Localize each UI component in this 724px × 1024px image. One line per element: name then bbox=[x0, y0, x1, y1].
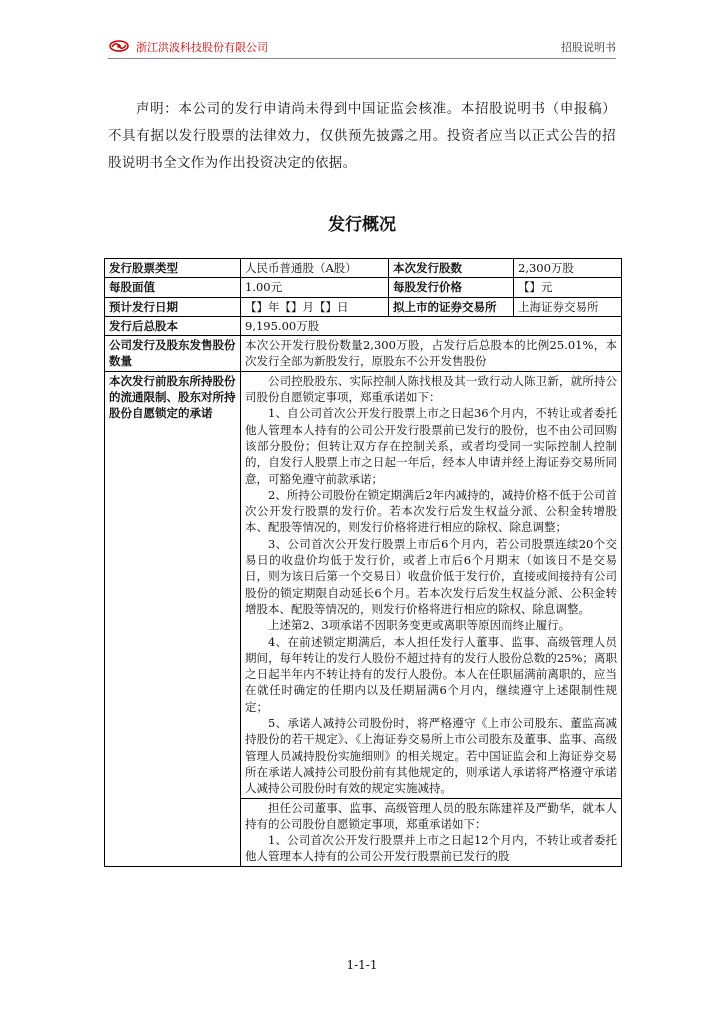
commitment-paragraph: 1、自公司首次公开发行股票上市之日起36个月内，不转让或者委托他人管理本人持有的公司公开发行股票前已发行的股份，也不由公司回购该部分股份；但转让双方存在控制关系，或者均受同一实际控制人控制的，自发行人股票上市之日起一年后，经本人申请并经上海证券交易所同意，可豁免遵守前款承诺； bbox=[245, 406, 617, 486]
table-row bbox=[105, 259, 622, 278]
table-row bbox=[105, 297, 622, 316]
table-label: 预计发行日期 bbox=[105, 297, 241, 316]
commitment-paragraph: 公司控股股东、实际控制人陈找根及其一致行动人陈卫新，就所持公司股份自愿锁定事项，郑重承诺如下： bbox=[245, 373, 617, 405]
table-row bbox=[105, 336, 622, 372]
table-label: 拟上市的证券交易所 bbox=[389, 297, 514, 316]
commitment-paragraph: 3、公司首次公开发行股票上市后6个月内，若公司股票连续20个交易日的收盘价均低于发行价，或者上市后6个月期末（如该日不是交易日，则为该日后第一个交易日）收盘价低于发行价，直接或间接持有公司股份的锁定期限自动延长6个月。若本次发行后发生权益分派、公积金转增股本、配股等情况的，则发行价格将进行相应的除权、除息调整。 bbox=[245, 536, 617, 616]
commitment-paragraph: 上述第2、3项承诺不因职务变更或离职等原因而终止履行。 bbox=[268, 618, 571, 633]
company-name: 浙江洪波科技股份有限公司 bbox=[136, 41, 268, 54]
disclaimer-statement: 声明：本公司的发行申请尚未得到中国证监会核准。本招股说明书（申报稿）不具有据以发行股票的法律效力，仅供预先披露之用。投资者应当以正式公告的招股说明书全文作为作出投资决定的依据。 bbox=[108, 101, 616, 171]
table-value: 本次公开发行股份数量2,300万股，占发行后总股本的比例25.01%，本次发行全部为新股发行，原股东不公开发售股份 bbox=[241, 336, 622, 372]
table-value: 【】年【】月【】日 bbox=[241, 297, 389, 316]
commitment-paragraph: 担任公司董事、监事、高级管理人员的股东陈建祥及严勤华，就本人持有的公司股份自愿锁定事项，郑重承诺如下： bbox=[245, 800, 617, 831]
commitment-paragraph: 2、所持公司股份在锁定期满后2年内减持的，减持价格不低于公司首次公开发行股票的发行价。若本次发行后发生权益分派、公积金转增股本、配股等情况的，则发行价格将进行相应的除权、除息调整； bbox=[245, 487, 617, 535]
offering-overview-table bbox=[104, 258, 622, 867]
table-label: 发行股票类型 bbox=[105, 259, 241, 278]
header-divider bbox=[108, 58, 616, 59]
table-label: 本次发行股数 bbox=[389, 259, 514, 278]
commitment-paragraph: 5、承诺人减持公司股份时，将严格遵守《上市公司股东、董监高减持股份的若干规定》、《上海证券交易所上市公司股东及董事、监事、高级管理人员减持股份实施细则》的相关规定。若中国证监会和上海证券交易所在承诺人减持公司股份前有其他规定的，则承诺人承诺将严格遵守承诺人减持公司股份时有效的规定实施减持。 bbox=[245, 716, 617, 796]
document-type: 招股说明书 bbox=[561, 41, 616, 54]
table-row bbox=[105, 371, 622, 798]
table-label: 本次发行前股东所持股份的流通限制、股东对所持股份自愿锁定的承诺 bbox=[105, 371, 241, 866]
table-label: 每股面值 bbox=[105, 278, 241, 297]
table-row bbox=[105, 278, 622, 297]
table-value: 2,300万股 bbox=[514, 259, 622, 278]
page-number: 1-1-1 bbox=[346, 958, 378, 972]
commitment-paragraph: 1、公司首次公开发行股票并上市之日起12个月内，不转让或者委托他人管理本人持有的公司公开发行股票前已发行的股 bbox=[245, 833, 617, 864]
table-value: 【】元 bbox=[514, 278, 622, 297]
company-logo-icon bbox=[108, 38, 130, 54]
table-value: 人民币普通股（A股） bbox=[241, 259, 389, 278]
table-value: 1.00元 bbox=[241, 278, 389, 297]
commitment-cell bbox=[241, 371, 622, 798]
section-title: 发行概况 bbox=[328, 215, 396, 235]
table-label: 发行后总股本 bbox=[105, 316, 241, 335]
table-value: 9,195.00万股 bbox=[241, 316, 622, 335]
table-row bbox=[105, 316, 622, 335]
table-value: 上海证券交易所 bbox=[514, 297, 622, 316]
page-header bbox=[108, 38, 616, 58]
table-label: 公司发行及股东发售股份数量 bbox=[105, 336, 241, 372]
table-label: 每股发行价格 bbox=[389, 278, 514, 297]
commitment-paragraph: 4、在前述锁定期满后，本人担任发行人董事、监事、高级管理人员期间，每年转让的发行人股份不超过持有的发行人股份总数的25%；离职之日起半年内不转让持有的发行人股份。本人在任职届满前离职的，应当在就任时确定的任期内以及任期届满6个月内，继续遵守上述限制性规定； bbox=[245, 634, 617, 714]
commitment-cell bbox=[241, 798, 622, 866]
